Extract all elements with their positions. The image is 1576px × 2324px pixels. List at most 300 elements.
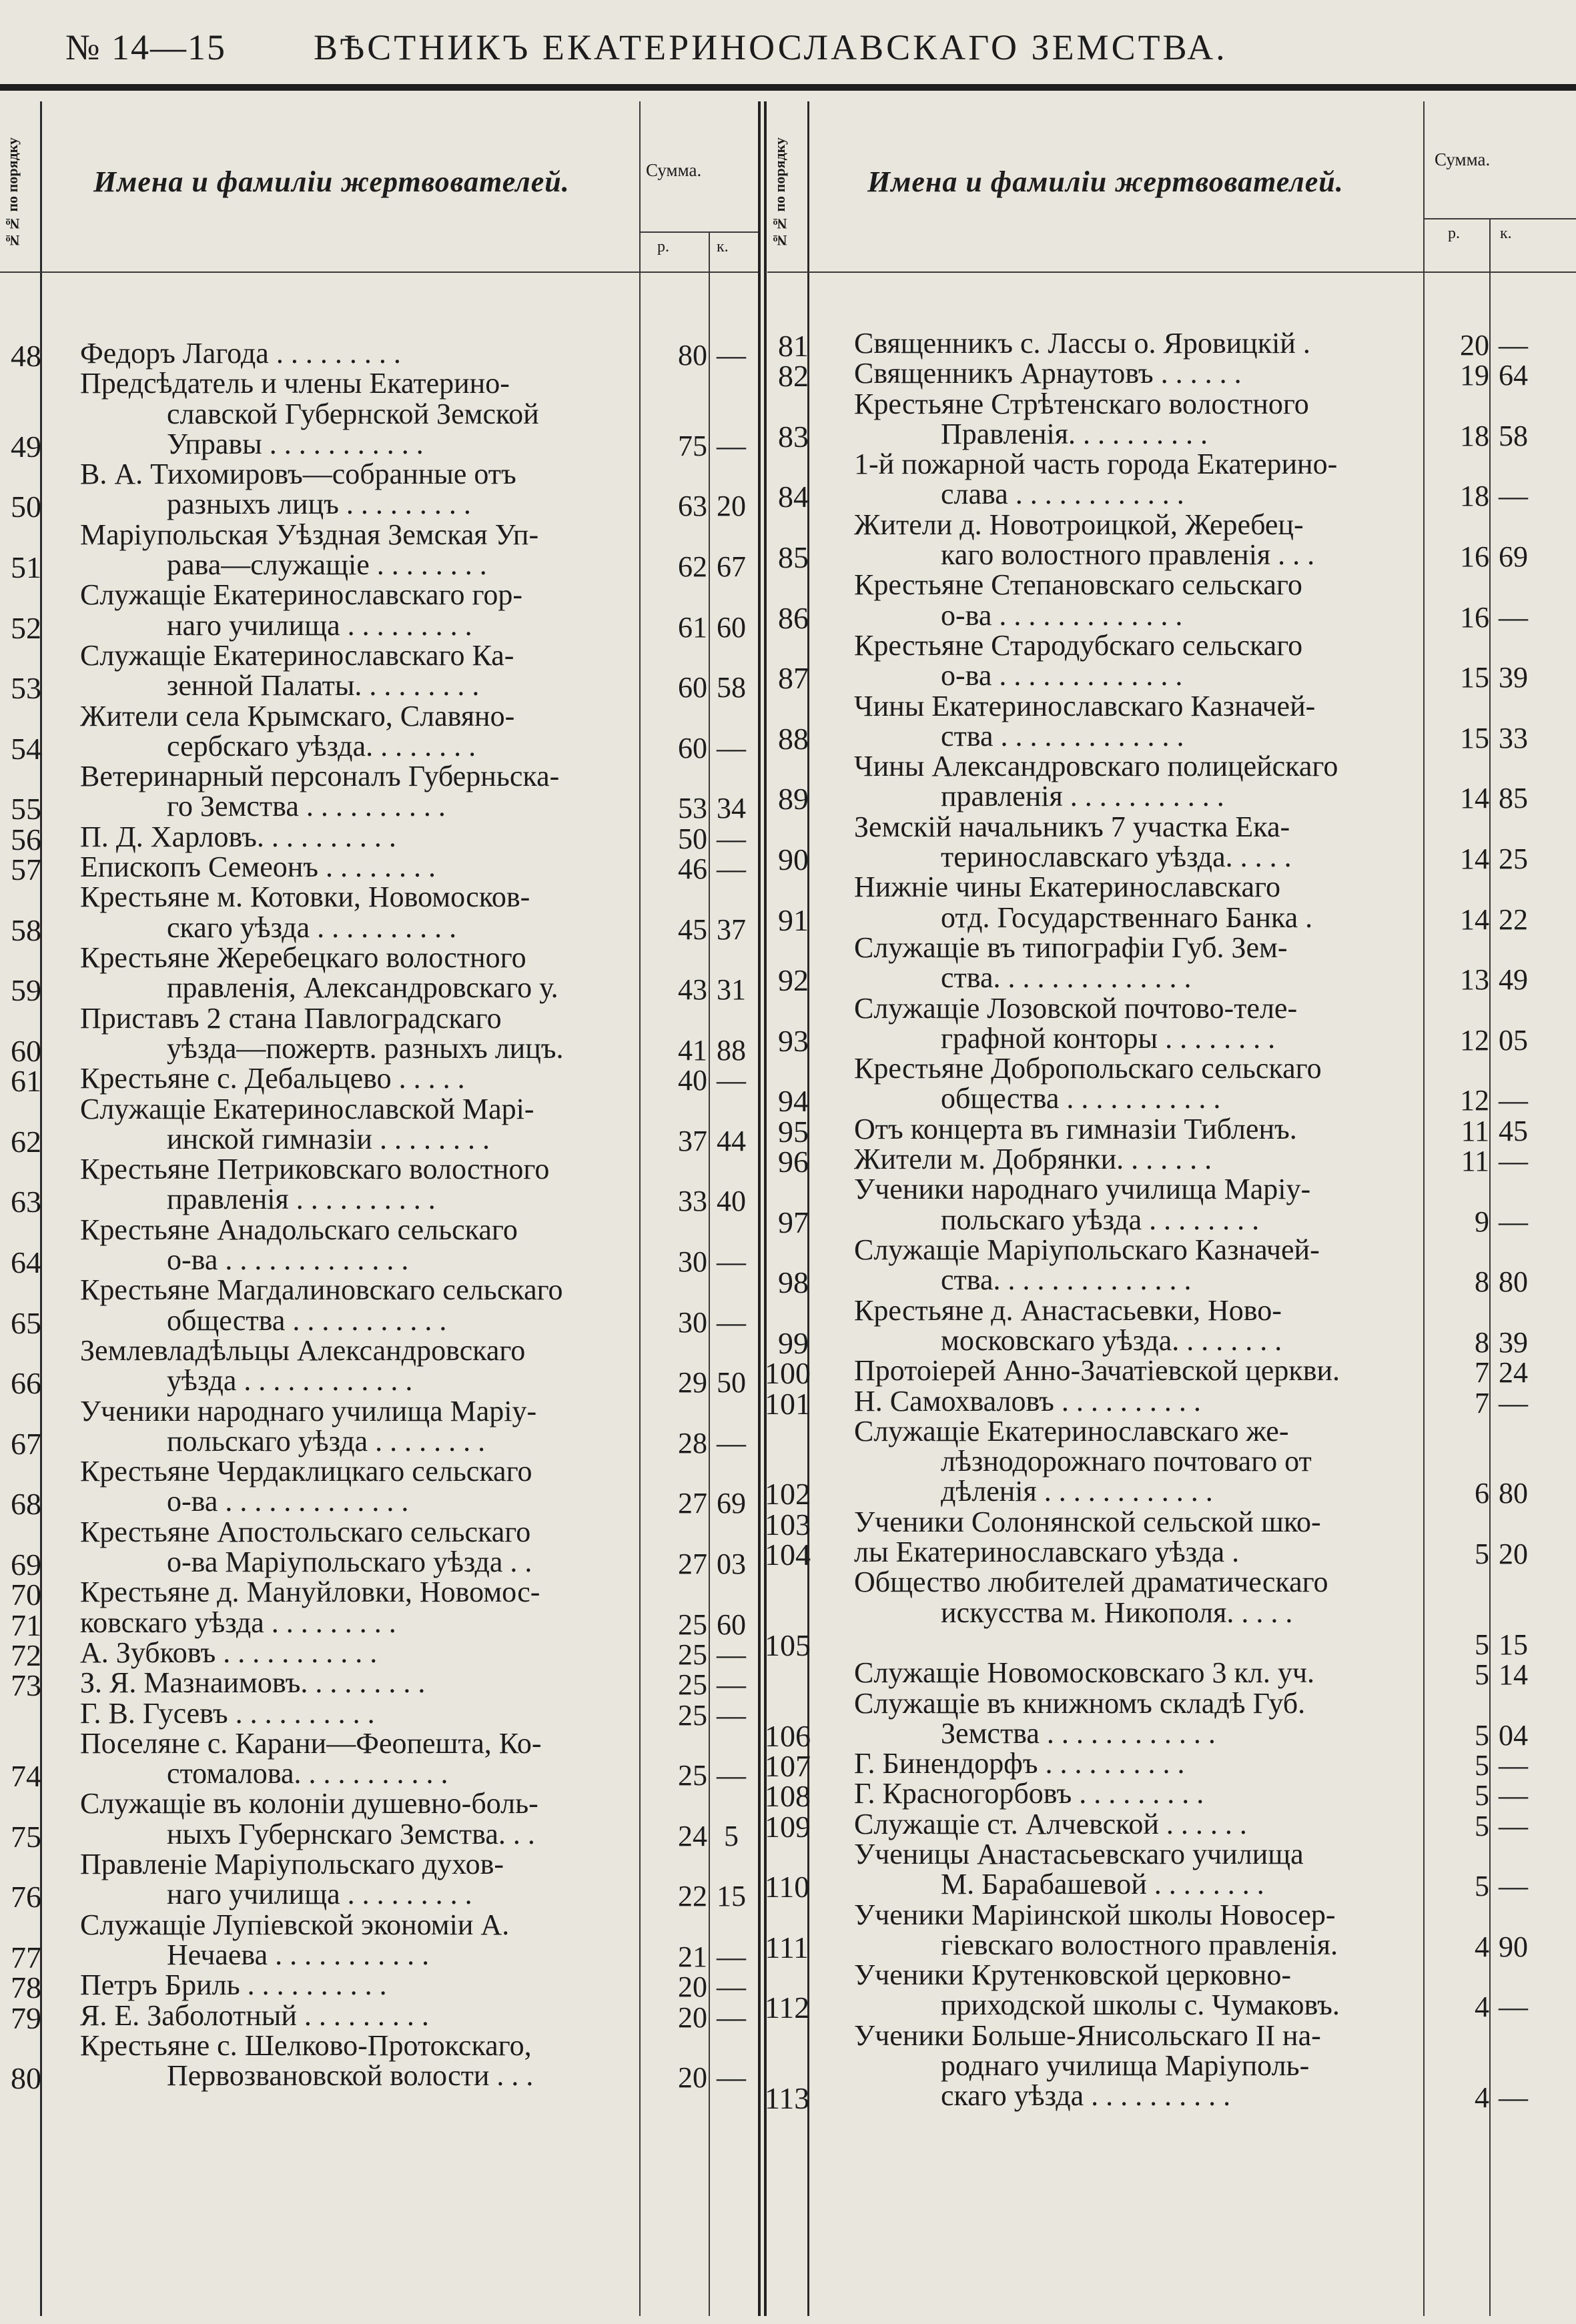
- issue-number: № 14—15: [65, 27, 227, 67]
- donor-name-line: Крестьяне Стародубскаго сельскаго: [854, 629, 1303, 662]
- amount-kopecks: 64: [1499, 359, 1528, 392]
- amount-rubles: 45: [678, 913, 707, 946]
- donor-name-line: лы Екатеринославскаго уѣзда .: [854, 1536, 1240, 1568]
- amount-kopecks: —: [1499, 1749, 1528, 1782]
- amount-kopecks: 60: [717, 610, 746, 644]
- number-column-heading: №№ по порядку: [771, 137, 788, 249]
- donor-name-line: дѣленія . . . . . . . . . . . .: [941, 1475, 1213, 1508]
- sum-heading: Сумма.: [646, 160, 702, 180]
- header-rule: [0, 84, 1576, 91]
- donor-name-line: Крестьяне Степановскаго сельскаго: [854, 568, 1302, 602]
- donor-name-line: о-ва . . . . . . . . . . . . .: [941, 659, 1183, 692]
- row-number: 90: [778, 842, 809, 877]
- page-header: [0, 0, 1576, 80]
- row-number: 104: [765, 1538, 811, 1572]
- donor-name-line: теринославскаго уѣзда. . . . .: [941, 840, 1292, 874]
- donor-name-line: каго волостного правленія . . .: [941, 538, 1315, 572]
- row-number: 94: [778, 1084, 809, 1119]
- amount-kopecks: —: [1499, 1145, 1528, 1178]
- amount-rubles: 14: [1460, 842, 1489, 876]
- amount-kopecks: 22: [1499, 903, 1528, 936]
- amount-rubles: 62: [678, 550, 707, 584]
- amount-rubles: 60: [678, 731, 707, 764]
- amount-rubles: 43: [678, 973, 707, 1007]
- amount-rubles: 20: [1460, 329, 1489, 362]
- donor-name-line: Управы . . . . . . . . . . .: [167, 427, 424, 460]
- amount-kopecks: —: [717, 1638, 746, 1671]
- donor-name-line: уѣзда—пожертв. разныхъ лицъ.: [167, 1031, 564, 1065]
- row-number: 68: [11, 1487, 41, 1522]
- amount-rubles: 40: [678, 1064, 707, 1097]
- amount-rubles: 13: [1460, 963, 1489, 997]
- amount-rubles: 12: [1460, 1023, 1489, 1057]
- amount-kopecks: —: [1499, 600, 1528, 634]
- amount-rubles: 53: [678, 792, 707, 825]
- donor-name-line: Крестьяне Добропольскаго сельскаго: [854, 1052, 1322, 1085]
- table-header-left: [0, 101, 758, 273]
- row-number: 86: [778, 600, 809, 635]
- donor-name-line: Служащіе ст. Алчевской . . . . . .: [854, 1807, 1247, 1840]
- amount-kopecks: 15: [717, 1880, 746, 1913]
- donor-name-line: гіевскаго волостного правленія.: [941, 1928, 1338, 1961]
- row-number: 105: [765, 1628, 811, 1662]
- amount-kopecks: —: [1499, 480, 1528, 513]
- number-column-heading: №№ по порядку: [4, 137, 21, 249]
- amount-rubles: 15: [1460, 661, 1489, 694]
- donor-name-line: ковскаго уѣзда . . . . . . . . .: [80, 1606, 396, 1639]
- donor-name-line: Ученики Больше-Янисольскаго II на-: [854, 2018, 1321, 2052]
- row-number: 81: [778, 329, 809, 363]
- row-number: 87: [778, 661, 809, 696]
- donor-name-line: Земства . . . . . . . . . . . .: [941, 1716, 1216, 1750]
- amount-kopecks: —: [1499, 1990, 1528, 2024]
- donor-name-line: Протоіерей Анно-Зачатіевской церкви.: [854, 1354, 1340, 1387]
- amount-rubles: 20: [678, 2061, 707, 2095]
- row-number: 101: [765, 1386, 811, 1421]
- donor-name-line: Маріупольская Уѣздная Земская Уп-: [80, 518, 539, 551]
- donor-name-line: рава—служащіе . . . . . . . .: [167, 548, 487, 582]
- donor-name-line: искусства м. Никополя. . . . .: [941, 1596, 1293, 1629]
- row-number: 72: [11, 1638, 41, 1672]
- donor-name-line: наго училища . . . . . . . . .: [167, 1878, 472, 1911]
- row-number: 109: [765, 1809, 811, 1844]
- donor-name-line: московскаго уѣзда. . . . . . . .: [941, 1323, 1282, 1357]
- left-column-block: [0, 101, 758, 2316]
- row-number: 64: [11, 1245, 41, 1279]
- donor-name-line: Крестьяне с. Дебальцево . . . . .: [80, 1062, 465, 1095]
- row-number: 60: [11, 1033, 41, 1068]
- donor-name-line: Ученики народнаго училища Маріу-: [80, 1394, 537, 1427]
- row-number: 97: [778, 1205, 809, 1239]
- amount-kopecks: 80: [1499, 1477, 1528, 1510]
- rub-heading: р.: [1448, 225, 1460, 242]
- donor-name-line: Жители м. Добрянки. . . . . . .: [854, 1143, 1212, 1176]
- amount-rubles: 25: [678, 1638, 707, 1671]
- amount-rubles: 4: [1475, 1990, 1489, 2024]
- amount-rubles: 50: [678, 822, 707, 855]
- donor-name-line: Служащіе Лозовской почтово-теле-: [854, 991, 1298, 1025]
- amount-rubles: 5: [1475, 1809, 1489, 1842]
- donor-name-line: Приставъ 2 стана Павлоградскаго: [80, 1001, 502, 1035]
- amount-rubles: 5: [1475, 1870, 1489, 1903]
- rub-heading: р.: [657, 238, 669, 255]
- amount-kopecks: 04: [1499, 1718, 1528, 1752]
- amount-rubles: 14: [1460, 782, 1489, 815]
- amount-rubles: 9: [1475, 1205, 1489, 1238]
- amount-rubles: 63: [678, 490, 707, 523]
- amount-rubles: 22: [678, 1880, 707, 1913]
- donor-name-line: Предсѣдатель и члены Екатерино-: [80, 367, 510, 400]
- donor-name-line: наго училища . . . . . . . . .: [167, 608, 472, 642]
- amount-kopecks: 20: [1499, 1538, 1528, 1570]
- amount-kopecks: —: [717, 1698, 746, 1732]
- donor-name-line: общества . . . . . . . . . . .: [167, 1303, 447, 1337]
- journal-title: ВѢСТНИКЪ ЕКАТЕРИНОСЛАВСКАГО ЗЕМСТВА.: [314, 27, 1228, 67]
- row-number: 107: [765, 1749, 811, 1784]
- amount-kopecks: 67: [717, 550, 746, 584]
- donor-name-line: Жители села Крымскаго, Славяно-: [80, 699, 515, 732]
- row-number: 53: [11, 671, 41, 706]
- amount-kopecks: 60: [717, 1608, 746, 1641]
- donor-name-line: Крестьяне д. Мануйловки, Новомос-: [80, 1576, 540, 1609]
- row-number: 70: [11, 1578, 41, 1612]
- row-number: 103: [765, 1507, 811, 1542]
- donor-name-line: Служащіе Екатеринославской Марі-: [80, 1092, 534, 1125]
- donor-name-line: Общество любителей драматическаго: [854, 1566, 1328, 1599]
- amount-rubles: 24: [678, 1819, 707, 1852]
- row-number: 48: [11, 339, 41, 373]
- amount-kopecks: 24: [1499, 1356, 1528, 1389]
- amount-kopecks: —: [1499, 1084, 1528, 1117]
- row-number: 63: [11, 1185, 41, 1219]
- amount-kopecks: —: [717, 1940, 746, 1973]
- donor-name-line: Ученики Крутенковской церковно-: [854, 1958, 1291, 1992]
- donor-name-line: Чины Екатеринославскаго Казначей-: [854, 689, 1316, 722]
- amount-kopecks: 31: [717, 973, 746, 1007]
- amount-rubles: 5: [1475, 1749, 1489, 1782]
- row-number: 80: [11, 2061, 41, 2096]
- donor-name-line: скаго уѣзда . . . . . . . . . .: [941, 2079, 1231, 2113]
- amount-rubles: 80: [678, 339, 707, 372]
- amount-kopecks: 39: [1499, 1325, 1528, 1359]
- donor-name-line: Нижніе чины Екатеринославскаго: [854, 870, 1280, 904]
- donor-name-line: правленія . . . . . . . . . . .: [941, 780, 1224, 813]
- amount-rubles: 25: [678, 1668, 707, 1702]
- donor-name-line: Служащіе въ книжномъ складѣ Губ.: [854, 1686, 1306, 1720]
- donor-name-line: Чины Александровскаго полицейскаго: [854, 750, 1338, 783]
- amount-kopecks: 85: [1499, 782, 1528, 815]
- amount-rubles: 14: [1460, 903, 1489, 936]
- donor-name-line: общества . . . . . . . . . . .: [941, 1082, 1221, 1115]
- amount-rubles: 18: [1460, 419, 1489, 452]
- donor-name-line: Служащіе Екатеринославскаго же-: [854, 1414, 1289, 1447]
- row-number: 110: [765, 1870, 810, 1904]
- donor-name-line: Служащіе въ типографіи Губ. Зем-: [854, 931, 1288, 964]
- donor-name-line: польскаго уѣзда . . . . . . . .: [941, 1203, 1260, 1236]
- amount-rubles: 12: [1460, 1084, 1489, 1117]
- donor-name-line: зенной Палаты. . . . . . . . .: [167, 669, 480, 702]
- row-number: 75: [11, 1819, 41, 1854]
- row-number: 100: [765, 1356, 811, 1391]
- amount-kopecks: 80: [1499, 1265, 1528, 1299]
- amount-kopecks: 15: [1499, 1628, 1528, 1661]
- donor-name-line: уѣзда . . . . . . . . . . . .: [167, 1364, 413, 1397]
- amount-rubles: 46: [678, 852, 707, 886]
- amount-kopecks: —: [717, 339, 746, 372]
- amount-rubles: 61: [678, 610, 707, 644]
- row-number: 67: [11, 1426, 41, 1461]
- amount-kopecks: 40: [717, 1185, 746, 1218]
- donor-name-line: Священникъ с. Лассы о. Яровицкій .: [854, 327, 1310, 360]
- row-number: 79: [11, 2000, 41, 2035]
- amount-rubles: 8: [1475, 1265, 1489, 1299]
- donor-name-line: Ветеринарный персоналъ Губерньска-: [80, 760, 560, 793]
- amount-rubles: 5: [1475, 1779, 1489, 1812]
- amount-kopecks: 49: [1499, 963, 1528, 997]
- row-number: 113: [765, 2081, 810, 2116]
- row-number: 50: [11, 490, 41, 524]
- donor-name-line: ства . . . . . . . . . . . . .: [941, 719, 1184, 752]
- amount-rubles: 33: [678, 1185, 707, 1218]
- donor-name-line: Первозвановской волости . . .: [167, 2059, 534, 2093]
- amount-kopecks: 25: [1499, 842, 1528, 876]
- row-number: 61: [11, 1064, 41, 1099]
- donor-name-line: Служащіе Екатеринославскаго Ка-: [80, 639, 514, 672]
- amount-kopecks: —: [717, 731, 746, 764]
- donor-name-line: Ученицы Анастасьевскаго училища: [854, 1838, 1304, 1870]
- kop-heading: к.: [1500, 225, 1512, 242]
- amount-kopecks: —: [717, 429, 746, 462]
- row-number: 51: [11, 550, 41, 585]
- row-number: 65: [11, 1305, 41, 1340]
- row-number: 112: [765, 1990, 810, 2025]
- donor-name-line: о-ва . . . . . . . . . . . . .: [941, 598, 1183, 632]
- amount-kopecks: —: [717, 2061, 746, 2095]
- amount-kopecks: —: [717, 1759, 746, 1792]
- row-number: 49: [11, 429, 41, 464]
- amount-kopecks: —: [717, 1305, 746, 1339]
- amount-kopecks: —: [717, 852, 746, 886]
- donor-name-line: славской Губернской Земской: [167, 397, 539, 430]
- row-number: 54: [11, 731, 41, 766]
- amount-kopecks: —: [717, 1245, 746, 1278]
- row-number: 62: [11, 1124, 41, 1159]
- donor-name-line: Служащіе Новомосковскаго 3 кл. уч.: [854, 1656, 1315, 1690]
- amount-kopecks: —: [717, 1970, 746, 2004]
- amount-rubles: 6: [1475, 1477, 1489, 1510]
- donor-name-line: Петръ Бриль . . . . . . . . . .: [80, 1968, 387, 2002]
- row-number: 106: [765, 1718, 811, 1753]
- donor-name-line: Правленіе Маріупольскаго духов-: [80, 1848, 504, 1880]
- donor-name-line: Я. Е. Заболотный . . . . . . . . .: [80, 1998, 429, 2032]
- amount-rubles: 16: [1460, 600, 1489, 634]
- row-number: 92: [778, 963, 809, 998]
- amount-kopecks: 88: [717, 1033, 746, 1067]
- row-number: 73: [11, 1668, 41, 1703]
- row-number: 111: [765, 1930, 809, 1964]
- amount-rubles: 25: [678, 1698, 707, 1732]
- donor-name-line: Служащіе въ колоніи душевно-боль-: [80, 1787, 538, 1820]
- sum-subrule: [1425, 218, 1576, 219]
- donor-name-line: Крестьяне с. Шелково-Протокскаго,: [80, 2028, 532, 2062]
- amount-rubles: 25: [678, 1759, 707, 1792]
- row-number: 91: [778, 903, 809, 937]
- amount-kopecks: 69: [717, 1487, 746, 1520]
- row-number: 77: [11, 1940, 41, 1974]
- amount-kopecks: —: [1499, 1809, 1528, 1842]
- donor-name-line: о-ва . . . . . . . . . . . . .: [167, 1243, 409, 1276]
- donor-name-line: Н. Самохваловъ . . . . . . . . . .: [854, 1384, 1201, 1417]
- amount-rubles: 8: [1475, 1325, 1489, 1359]
- row-number: 59: [11, 973, 41, 1008]
- donor-name-line: 1-й пожарной часть города Екатерино-: [854, 448, 1338, 481]
- donor-name-line: Крестьяне Анадольскаго сельскаго: [80, 1213, 518, 1246]
- donor-name-line: Федоръ Лагода . . . . . . . . .: [80, 337, 401, 370]
- amount-kopecks: 20: [717, 490, 746, 523]
- donor-name-line: инской гимназіи . . . . . . . .: [167, 1122, 490, 1155]
- amount-kopecks: 03: [717, 1547, 746, 1580]
- donor-name-line: лѣзнодорожнаго почтоваго от: [941, 1445, 1312, 1478]
- amount-rubles: 27: [678, 1547, 707, 1580]
- donor-name-line: Г. В. Гусевъ . . . . . . . . . .: [80, 1696, 375, 1730]
- row-number: 108: [765, 1779, 811, 1814]
- amount-rubles: 25: [678, 1608, 707, 1641]
- row-number: 58: [11, 913, 41, 947]
- kop-heading: к.: [717, 238, 729, 255]
- amount-rubles: 19: [1460, 359, 1489, 392]
- donor-name-line: З. Я. Мазнаимовъ. . . . . . . . .: [80, 1666, 426, 1700]
- donor-name-line: Служащіе Екатеринославскаго гор-: [80, 578, 523, 612]
- amount-rubles: 75: [678, 429, 707, 462]
- amount-rubles: 15: [1460, 721, 1489, 754]
- amount-kopecks: —: [1499, 2081, 1528, 2115]
- donor-name-line: Правленія. . . . . . . . . .: [941, 417, 1208, 450]
- donor-name-line: отд. Государственнаго Банка .: [941, 901, 1313, 934]
- amount-rubles: 27: [678, 1487, 707, 1520]
- row-number: 57: [11, 852, 41, 887]
- amount-rubles: 30: [678, 1245, 707, 1278]
- amount-rubles: 37: [678, 1124, 707, 1157]
- table-header-right: [767, 101, 1576, 273]
- amount-rubles: 28: [678, 1426, 707, 1460]
- amount-kopecks: —: [717, 1668, 746, 1702]
- sum-subrule: [641, 231, 758, 233]
- amount-kopecks: —: [717, 1426, 746, 1460]
- amount-kopecks: 5: [724, 1819, 739, 1852]
- amount-rubles: 11: [1461, 1145, 1489, 1178]
- row-number: 99: [778, 1325, 809, 1360]
- amount-kopecks: 69: [1499, 540, 1528, 574]
- amount-rubles: 5: [1475, 1658, 1489, 1692]
- amount-rubles: 20: [678, 1970, 707, 2004]
- amount-kopecks: 50: [717, 1366, 746, 1399]
- amount-kopecks: 44: [717, 1124, 746, 1157]
- amount-kopecks: —: [717, 1064, 746, 1097]
- amount-kopecks: 37: [717, 913, 746, 946]
- donor-name-line: Землевладѣльцы Александровскаго: [80, 1333, 526, 1367]
- amount-rubles: 4: [1475, 2081, 1489, 2115]
- donor-name-line: Ученики Маріинской школы Новосер-: [854, 1898, 1336, 1931]
- donor-name-line: Ученики народнаго училища Маріу-: [854, 1173, 1311, 1206]
- donor-name-line: М. Барабашевой . . . . . . . .: [941, 1868, 1264, 1901]
- amount-rubles: 7: [1475, 1386, 1489, 1419]
- donor-name-line: Крестьяне Стрѣтенскаго волостного: [854, 387, 1309, 420]
- donor-name-line: Служащіе Маріупольскаго Казначей-: [854, 1233, 1320, 1266]
- row-number: 71: [11, 1608, 41, 1642]
- donor-name-line: го Земства . . . . . . . . . .: [167, 790, 446, 823]
- donor-table: [0, 101, 1576, 2316]
- donor-name-line: Крестьяне м. Котовки, Новомосков-: [80, 881, 530, 914]
- amount-kopecks: 58: [1499, 419, 1528, 452]
- donor-name-line: Служащіе Лупіевской экономіи А.: [80, 1908, 510, 1941]
- donor-name-line: разныхъ лицъ . . . . . . . . .: [167, 488, 471, 521]
- amount-kopecks: 14: [1499, 1658, 1528, 1692]
- amount-rubles: 16: [1460, 540, 1489, 574]
- row-number: 69: [11, 1547, 41, 1582]
- row-number: 74: [11, 1759, 41, 1794]
- row-number: 102: [765, 1477, 811, 1512]
- donor-name-line: ства. . . . . . . . . . . . . .: [941, 1263, 1192, 1297]
- donor-name-line: П. Д. Харловъ. . . . . . . . . .: [80, 820, 396, 853]
- donor-name-line: Крестьяне д. Анастасьевки, Ново-: [854, 1293, 1282, 1327]
- kop-column-rule: [709, 231, 710, 2316]
- amount-rubles: 5: [1475, 1718, 1489, 1752]
- donor-name-line: правленія, Александровскаго у.: [167, 971, 558, 1005]
- donor-name-line: правленія . . . . . . . . . .: [167, 1183, 436, 1216]
- donor-name-line: Священникъ Арнаутовъ . . . . . .: [854, 357, 1242, 390]
- row-number: 84: [778, 480, 809, 514]
- amount-rubles: 60: [678, 671, 707, 704]
- amount-kopecks: —: [1499, 329, 1528, 362]
- amount-kopecks: —: [1499, 1386, 1528, 1419]
- donor-name-line: о-ва Маріупольскаго уѣзда . .: [167, 1545, 532, 1578]
- kop-column-rule: [1489, 218, 1491, 2316]
- donor-name-line: польскаго уѣзда . . . . . . . .: [167, 1424, 486, 1458]
- row-number: 55: [11, 792, 41, 826]
- amount-kopecks: —: [1499, 1870, 1528, 1903]
- donor-name-line: Крестьяне Жеребецкаго волостного: [80, 941, 526, 974]
- donor-name-line: Г. Красногорбовъ . . . . . . . . .: [854, 1777, 1204, 1810]
- row-number: 93: [778, 1023, 809, 1058]
- donor-name-line: о-ва . . . . . . . . . . . . .: [167, 1485, 409, 1518]
- amount-rubles: 5: [1475, 1628, 1489, 1661]
- donor-name-line: Земскій начальникъ 7 участка Ека-: [854, 810, 1290, 843]
- amount-kopecks: —: [1499, 1779, 1528, 1812]
- donor-name-line: слава . . . . . . . . . . . .: [941, 478, 1184, 511]
- donor-name-line: стомалова. . . . . . . . . . .: [167, 1757, 448, 1790]
- donor-name-line: роднаго училища Маріуполь-: [941, 2049, 1310, 2083]
- row-number: 96: [778, 1145, 809, 1179]
- row-number: 56: [11, 822, 41, 856]
- amount-kopecks: —: [717, 2000, 746, 2034]
- donor-name-line: Отъ концерта въ гимназіи Тибленъ.: [854, 1112, 1297, 1145]
- amount-rubles: 18: [1460, 480, 1489, 513]
- donor-name-line: Ученики Солонянской сельской шко-: [854, 1505, 1321, 1538]
- row-number: 88: [778, 721, 809, 756]
- right-column-block: [767, 101, 1576, 2316]
- donor-name-line: А. Зубковъ . . . . . . . . . . .: [80, 1636, 378, 1669]
- donor-name-line: Нечаева . . . . . . . . . . .: [167, 1938, 430, 1971]
- amount-kopecks: 58: [717, 671, 746, 704]
- donor-name-line: Епископъ Семеонъ . . . . . . . .: [80, 850, 436, 884]
- donor-name-line: приходской школы с. Чумаковъ.: [941, 1988, 1340, 2022]
- donor-name-line: ныхъ Губернскаго Земства. . .: [167, 1817, 535, 1850]
- amount-kopecks: 39: [1499, 661, 1528, 694]
- donor-name-line: графной конторы . . . . . . . .: [941, 1021, 1276, 1055]
- amount-rubles: 30: [678, 1305, 707, 1339]
- donor-name-line: Крестьяне Магдалиновскаго сельскаго: [80, 1273, 563, 1307]
- amount-rubles: 11: [1461, 1114, 1489, 1147]
